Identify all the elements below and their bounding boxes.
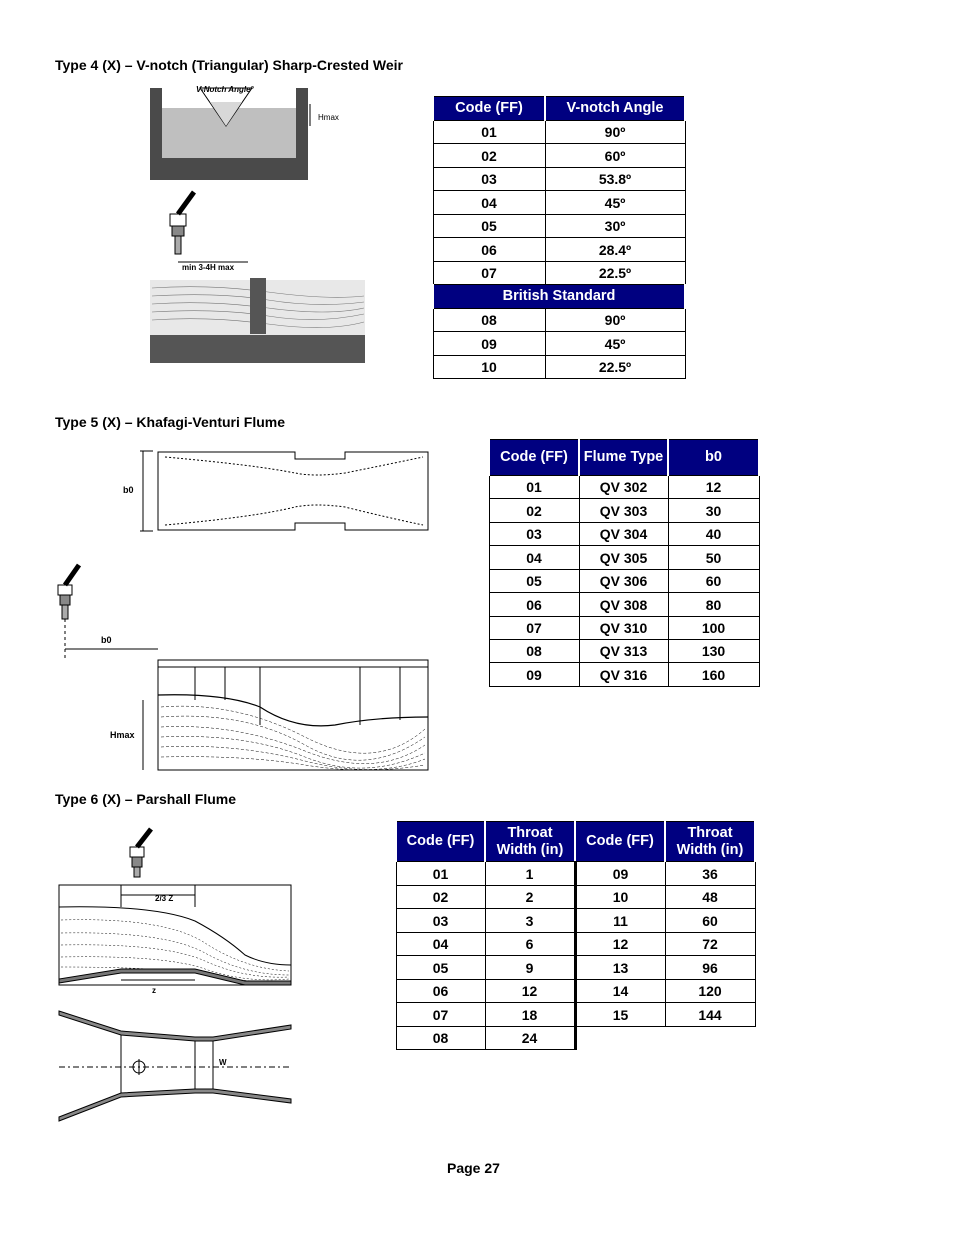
code-cell: 12 — [575, 933, 665, 956]
b0-cell: 100 — [668, 617, 759, 640]
table-row — [489, 640, 759, 663]
table-row — [433, 121, 685, 144]
ultrasonic-sensor-icon — [170, 192, 194, 254]
angle-cell: 22.5º — [545, 262, 685, 285]
b0-cell: 160 — [668, 663, 759, 687]
throat-cell: 24 — [485, 1027, 575, 1050]
flume-type-cell: QV 316 — [579, 663, 668, 687]
empty-cell — [575, 1027, 665, 1050]
khafagi-hmax-label: Hmax — [110, 730, 135, 740]
khafagi-b0-label-2: b0 — [101, 635, 112, 645]
code-cell: 04 — [489, 546, 579, 570]
throat-cell: 72 — [665, 933, 755, 956]
code-cell: 03 — [396, 909, 485, 933]
b0-cell: 30 — [668, 499, 759, 523]
vnotch-col-code: Code (FF) — [433, 97, 545, 121]
code-cell: 01 — [396, 862, 485, 886]
b0-cell: 80 — [668, 593, 759, 617]
table-row — [396, 909, 755, 933]
angle-cell: 90º — [545, 121, 685, 144]
flume-type-cell: QV 306 — [579, 570, 668, 593]
flume-type-cell: QV 308 — [579, 593, 668, 617]
throat-cell: 18 — [485, 1003, 575, 1027]
throat-cell: 1 — [485, 862, 575, 886]
parshall-w-label: W — [219, 1058, 227, 1067]
code-cell: 08 — [396, 1027, 485, 1050]
code-cell: 09 — [575, 862, 665, 886]
angle-cell: 22.5º — [545, 356, 685, 379]
code-cell: 06 — [489, 593, 579, 617]
empty-cell — [665, 1027, 755, 1050]
b0-cell: 60 — [668, 570, 759, 593]
code-cell: 07 — [396, 1003, 485, 1027]
angle-cell: 60º — [545, 144, 685, 168]
throat-cell: 96 — [665, 956, 755, 980]
table-row — [433, 309, 685, 332]
code-cell: 03 — [489, 523, 579, 546]
code-cell: 05 — [489, 570, 579, 593]
b0-cell: 12 — [668, 476, 759, 499]
table-row — [396, 933, 755, 956]
code-cell: 01 — [433, 121, 545, 144]
table-row — [433, 262, 685, 285]
angle-cell: 45º — [545, 191, 685, 215]
vnotch-distance-label: min 3-4H max — [182, 263, 235, 272]
flume-type-cell: QV 313 — [579, 640, 668, 663]
table-row — [489, 546, 759, 570]
table-row — [433, 191, 685, 215]
table-row — [396, 886, 755, 909]
parshall-z23-label: 2/3 Z — [155, 894, 174, 903]
code-cell: 08 — [489, 640, 579, 663]
table-row — [433, 238, 685, 262]
parshall-flume-diagram — [55, 825, 295, 1125]
table-row — [396, 862, 755, 886]
code-cell: 09 — [489, 663, 579, 687]
khafagi-col-code: Code (FF) — [489, 440, 579, 476]
flume-type-cell: QV 303 — [579, 499, 668, 523]
throat-cell: 2 — [485, 886, 575, 909]
parshall-section-title: Type 6 (X) – Parshall Flume — [55, 791, 237, 807]
khafagi-b0-label: b0 — [123, 485, 134, 495]
throat-cell: 48 — [665, 886, 755, 909]
code-cell: 11 — [575, 909, 665, 933]
code-cell: 03 — [433, 168, 545, 191]
table-row — [396, 980, 755, 1003]
table-row — [489, 663, 759, 687]
code-cell: 04 — [433, 191, 545, 215]
parshall-col-code-left: Code (FF) — [396, 822, 485, 862]
khafagi-col-flume-type: Flume Type — [579, 440, 668, 476]
code-cell: 13 — [575, 956, 665, 980]
table-row — [433, 168, 685, 191]
table-row — [489, 523, 759, 546]
code-cell: 08 — [433, 309, 545, 332]
khafagi-section-title: Type 5 (X) – Khafagi-Venturi Flume — [55, 414, 286, 430]
table-row — [396, 1003, 755, 1027]
parshall-throat-table — [395, 821, 756, 1050]
vnotch-section-title: Type 4 (X) – V-notch (Triangular) Sharp-Crested Weir — [55, 57, 403, 73]
vnotch-col-angle: V-notch Angle — [545, 97, 685, 121]
throat-cell: 120 — [665, 980, 755, 1003]
code-cell: 07 — [433, 262, 545, 285]
table-row — [433, 144, 685, 168]
code-cell: 05 — [396, 956, 485, 980]
throat-cell: 9 — [485, 956, 575, 980]
ultrasonic-sensor-icon — [58, 565, 79, 619]
code-cell: 10 — [433, 356, 545, 379]
code-cell: 02 — [396, 886, 485, 909]
code-cell: 04 — [396, 933, 485, 956]
code-cell: 07 — [489, 617, 579, 640]
khafagi-flume-diagram — [55, 445, 435, 775]
table-row — [396, 956, 755, 980]
b0-cell: 40 — [668, 523, 759, 546]
vnotch-weir-diagram — [148, 82, 368, 364]
table-row — [489, 593, 759, 617]
parshall-col-throat-left: Throat Width (in) — [485, 822, 575, 862]
angle-cell: 45º — [545, 332, 685, 356]
ultrasonic-sensor-icon — [130, 829, 151, 877]
code-cell: 02 — [433, 144, 545, 168]
throat-cell: 60 — [665, 909, 755, 933]
vnotch-angle-table — [432, 96, 686, 379]
vnotch-angle-label: V-Notch Angle° — [196, 85, 254, 94]
angle-cell: 28.4º — [545, 238, 685, 262]
table-row — [396, 1027, 755, 1050]
khafagi-col-b0: b0 — [668, 440, 759, 476]
code-cell: 10 — [575, 886, 665, 909]
throat-cell: 6 — [485, 933, 575, 956]
flume-type-cell: QV 302 — [579, 476, 668, 499]
throat-cell: 3 — [485, 909, 575, 933]
angle-cell: 53.8º — [545, 168, 685, 191]
code-cell: 06 — [396, 980, 485, 1003]
table-row — [489, 570, 759, 593]
throat-cell: 144 — [665, 1003, 755, 1027]
khafagi-flume-table — [488, 439, 760, 687]
parshall-z-label: z — [152, 986, 156, 995]
code-cell: 02 — [489, 499, 579, 523]
b0-cell: 50 — [668, 546, 759, 570]
flume-type-cell: QV 304 — [579, 523, 668, 546]
throat-cell: 12 — [485, 980, 575, 1003]
table-row — [489, 617, 759, 640]
code-cell: 15 — [575, 1003, 665, 1027]
vnotch-hmax-label: Hmax — [318, 113, 339, 122]
parshall-col-throat-right: Throat Width (in) — [665, 822, 755, 862]
table-row — [433, 332, 685, 356]
parshall-col-code-right: Code (FF) — [575, 822, 665, 862]
table-row — [433, 356, 685, 379]
table-row — [489, 499, 759, 523]
flume-type-cell: QV 305 — [579, 546, 668, 570]
table-row — [489, 476, 759, 499]
b0-cell: 130 — [668, 640, 759, 663]
code-cell: 09 — [433, 332, 545, 356]
code-cell: 01 — [489, 476, 579, 499]
british-standard-subheader: British Standard — [433, 285, 685, 309]
page-number: Page 27 — [447, 1160, 500, 1176]
throat-cell: 36 — [665, 862, 755, 886]
table-row — [433, 215, 685, 238]
code-cell: 05 — [433, 215, 545, 238]
code-cell: 14 — [575, 980, 665, 1003]
code-cell: 06 — [433, 238, 545, 262]
angle-cell: 90º — [545, 309, 685, 332]
angle-cell: 30º — [545, 215, 685, 238]
flume-type-cell: QV 310 — [579, 617, 668, 640]
